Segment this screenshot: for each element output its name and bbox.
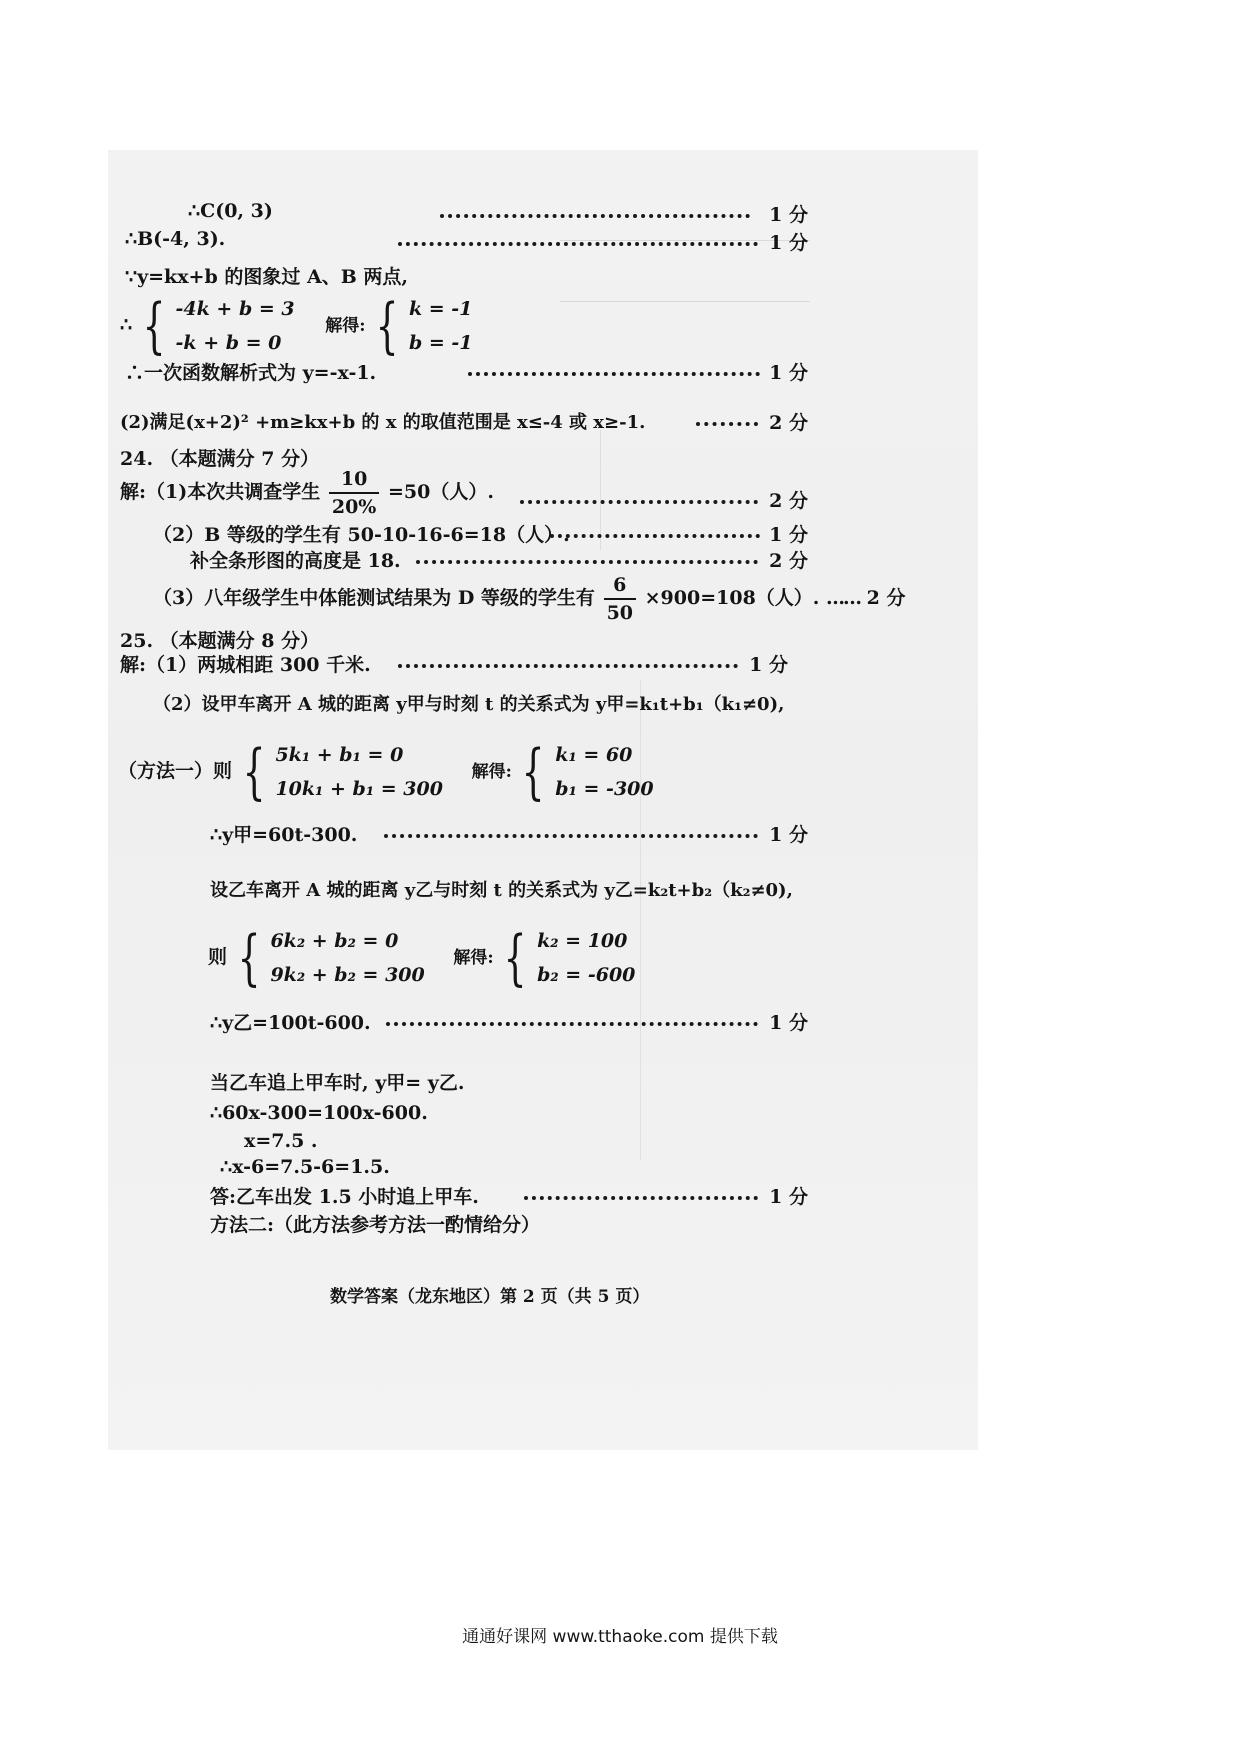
leader-dots: [384, 834, 758, 838]
left-brace: {: [375, 291, 399, 361]
system-given: [275, 738, 443, 806]
leader-dots: [398, 242, 758, 246]
left-brace: {: [237, 923, 261, 993]
line-linear-function: ∴一次函数解析式为 y=-x-1.: [125, 362, 377, 384]
equation-system-car-b: [208, 924, 635, 992]
equation-system-k-b: [120, 292, 473, 368]
line-passes-through: ∵y=kx+b 的图象过 A、B 两点,: [125, 266, 409, 288]
left-brace: {: [242, 737, 266, 807]
equation: 9k₂ + b₂ = 300: [270, 964, 425, 986]
line-range-condition: (2)满足(x+2)² +m≥kx+b 的 x 的取值范围是 x≤-4 或 x≥-1.: [120, 412, 646, 433]
line-time-difference: ∴x-6=7.5-6=1.5.: [220, 1156, 390, 1178]
text: =50（人）.: [387, 481, 494, 503]
score-mark: 2 分: [769, 490, 808, 512]
leader-dots: [386, 1022, 758, 1026]
denominator: 50: [606, 602, 634, 624]
equation: k₂ = 100: [537, 930, 628, 952]
leader-dots: [696, 422, 758, 426]
leader-dots-short: ……: [826, 587, 861, 609]
line-car-a-relation: （2）设甲车离开 A 城的距离 y甲与时刻 t 的关系式为 y甲=k₁t+b₁（k₁≠0),: [153, 694, 785, 715]
equation-system-car-a: [118, 738, 654, 806]
equation: b = -1: [408, 332, 473, 354]
line-car-b-relation: 设乙车离开 A 城的距离 y乙与时刻 t 的关系式为 y乙=k₂t+b₂（k₂≠0),: [210, 880, 793, 901]
line-survey-total: [120, 466, 494, 520]
score-mark: 1 分: [769, 362, 808, 384]
text: 则: [208, 946, 228, 968]
solve-label: 解得:: [453, 948, 494, 968]
equation: -k + b = 0: [175, 332, 282, 354]
score-mark: 2 分: [769, 550, 808, 572]
line-grade-b: （2）B 等级的学生有 50-10-16-6=18（人）.: [153, 524, 570, 546]
leader-dots: [398, 664, 738, 668]
score-mark: 1 分: [749, 654, 788, 676]
line-bar-height: 补全条形图的高度是 18.: [190, 550, 401, 572]
leader-dots: [550, 534, 760, 538]
score-mark: 1 分: [769, 1012, 808, 1034]
system-solution: [409, 292, 473, 360]
system-given: [176, 292, 295, 360]
equation: 10k₁ + b₁ = 300: [275, 778, 443, 800]
text: 解:（1)本次共调查学生: [120, 481, 321, 503]
left-brace: {: [503, 923, 527, 993]
equation: k₁ = 60: [555, 744, 633, 766]
equation: 6k₂ + b₂ = 0: [270, 930, 399, 952]
solve-label: 解得:: [325, 316, 366, 336]
bleed-through: [640, 680, 841, 1160]
score-mark: 1 分: [769, 232, 808, 254]
line-b-coordinate: ∴B(-4, 3).: [125, 228, 226, 250]
score-mark: 2 分: [866, 587, 906, 609]
question-25-heading: 25. （本题满分 8 分）: [120, 630, 320, 652]
text: ×900=108（人）.: [644, 587, 820, 609]
page-footer: 数学答案（龙东地区）第 2 页（共 5 页）: [330, 1287, 650, 1307]
line-catch-up-condition: 当乙车追上甲车时, y甲= y乙.: [210, 1072, 465, 1094]
equation: 5k₁ + b₁ = 0: [275, 744, 404, 766]
fraction: [604, 572, 636, 626]
leader-dots: [468, 372, 760, 376]
source-watermark: 通通好课网 www.tthaoke.com 提供下载: [462, 1627, 778, 1647]
text: （3）八年级学生中体能测试结果为 D 等级的学生有: [153, 587, 595, 609]
line-equation: ∴60x-300=100x-600.: [210, 1102, 428, 1124]
leader-dots: [440, 214, 750, 218]
fraction: [329, 466, 380, 520]
equation: k = -1: [408, 298, 473, 320]
line-answer: 答:乙车出发 1.5 小时追上甲车.: [210, 1186, 479, 1208]
denominator: 20%: [331, 496, 377, 518]
score-mark: 1 分: [769, 524, 808, 546]
line-method-two: 方法二:（此方法参考方法一酌情给分）: [210, 1214, 541, 1236]
score-mark: 1 分: [769, 1186, 808, 1208]
line-c-coordinate: ∴C(0, 3): [188, 200, 273, 222]
left-brace: {: [522, 737, 546, 807]
line-distance: 解:（1）两城相距 300 千米.: [120, 654, 371, 676]
score-mark: 1 分: [769, 824, 808, 846]
equation: b₁ = -300: [555, 778, 654, 800]
system-given: [270, 924, 424, 992]
numerator: 10: [329, 466, 380, 494]
system-solution: [537, 924, 635, 992]
score-mark: 1 分: [769, 204, 808, 226]
line-grade-d: [153, 572, 906, 626]
text: （方法一）则: [118, 760, 233, 782]
solve-label: 解得:: [471, 762, 512, 782]
system-solution: [555, 738, 653, 806]
leader-dots: [524, 1196, 758, 1200]
question-24-heading: 24. （本题满分 7 分）: [120, 448, 320, 470]
score-mark: 2 分: [769, 412, 808, 434]
therefore-symbol: ∴: [120, 314, 133, 336]
left-brace: {: [142, 291, 166, 361]
equation: -4k + b = 3: [175, 298, 295, 320]
line-solution-x: x=7.5 .: [244, 1130, 318, 1152]
line-car-b-result: ∴y乙=100t-600.: [210, 1012, 371, 1034]
equation: b₂ = -600: [537, 964, 636, 986]
leader-dots: [520, 500, 758, 504]
leader-dots: [416, 560, 758, 564]
numerator: 6: [604, 572, 636, 600]
line-car-a-result: ∴y甲=60t-300.: [210, 824, 358, 846]
